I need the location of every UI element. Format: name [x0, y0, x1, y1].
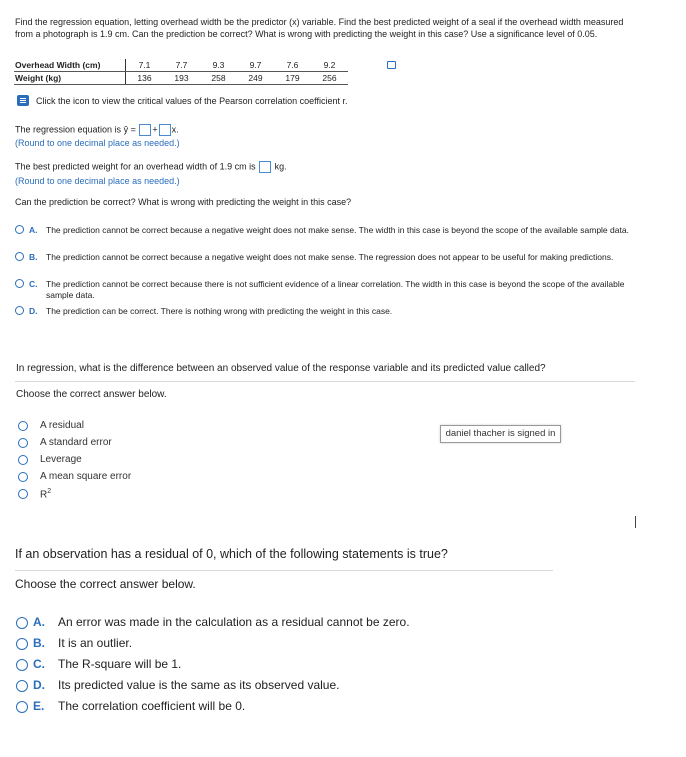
- option-letter: A.: [33, 615, 45, 629]
- option-letter: D.: [33, 678, 45, 692]
- table-cell: 7.1: [126, 59, 164, 72]
- radio-button[interactable]: [15, 279, 24, 288]
- option-letter: A.: [29, 225, 38, 235]
- radio-button[interactable]: [16, 701, 28, 713]
- radio-button[interactable]: [16, 617, 28, 629]
- intercept-input[interactable]: [139, 124, 151, 136]
- icon-note: Click the icon to view the critical values of the Pearson correlation coefficient r.: [36, 96, 348, 106]
- table-cell: 256: [311, 72, 348, 85]
- radio-button[interactable]: [18, 489, 28, 499]
- option-text: The prediction cannot be correct because a negative weight does not make sense. The width in this case is beyond the scope of the available sample data.: [46, 225, 629, 235]
- table-row: [14, 59, 348, 72]
- radio-button[interactable]: [18, 455, 28, 465]
- slope-input[interactable]: [159, 124, 171, 136]
- option-text: It is an outlier.: [58, 636, 133, 650]
- y-hat: ŷ: [123, 124, 129, 135]
- divider: [15, 381, 635, 382]
- eq-equals: =: [128, 124, 139, 135]
- radio-button[interactable]: [16, 680, 28, 692]
- radio-button[interactable]: [18, 421, 28, 431]
- critical-values-icon[interactable]: [17, 95, 29, 106]
- option-text: A residual: [40, 420, 84, 431]
- predicted-weight-input[interactable]: [259, 161, 271, 173]
- pred-prefix: The best predicted weight for an overhead width of 1.9 cm is: [15, 161, 256, 172]
- round-note-1: (Round to one decimal place as needed.): [15, 138, 180, 148]
- prediction-question: Can the prediction be correct? What is wrong with predicting the weight in this case?: [15, 197, 352, 207]
- option-text: The prediction can be correct. There is nothing wrong with predicting the weight in this case.: [46, 306, 393, 316]
- data-table: [14, 59, 348, 85]
- option-text: [40, 488, 51, 500]
- text-cursor: [635, 516, 636, 528]
- table-cell: 9.3: [200, 59, 237, 72]
- radio-button[interactable]: [16, 638, 28, 650]
- table-cell: 9.2: [311, 59, 348, 72]
- option-text: A mean square error: [40, 471, 132, 482]
- option-text: Leverage: [40, 454, 82, 465]
- table-cell: 9.7: [237, 59, 274, 72]
- option-text: The prediction cannot be correct because there is not sufficient evidence of a linear correlation. The width in this case is beyond the scope of the available sample data.: [46, 279, 625, 300]
- radio-button[interactable]: [18, 438, 28, 448]
- regression-equation-line: [15, 124, 179, 136]
- r2-base: R: [40, 489, 48, 501]
- pred-unit: kg.: [274, 161, 287, 172]
- eq-plus: +: [152, 124, 158, 135]
- option-letter: C.: [33, 657, 45, 671]
- eq-x: x.: [171, 124, 179, 135]
- round-note-2: (Round to one decimal place as needed.): [15, 176, 180, 186]
- option-letter: C.: [29, 279, 38, 289]
- problem-statement: Find the regression equation, letting overhead width be the predictor (x) variable. Find the best predicted weight of a seal if the overhead width measured from a photograph is 1.9 cm. Can the prediction be correct? What is wrong with predicting the weight in this case? Use a significance level of 0.05.: [15, 17, 624, 39]
- table-cell: 136: [126, 72, 164, 85]
- q3-question: If an observation has a residual of 0, which of the following statements is true?: [15, 547, 448, 561]
- table-cell: 7.6: [274, 59, 311, 72]
- predicted-weight-line: [15, 161, 287, 173]
- q3-choose: Choose the correct answer below.: [15, 577, 196, 591]
- table-cell: 249: [237, 72, 274, 85]
- option-text: An error was made in the calculation as a residual cannot be zero.: [58, 615, 410, 629]
- table-cell: 258: [200, 72, 237, 85]
- option-letter: D.: [29, 306, 38, 316]
- row-label: Overhead Width (cm): [14, 59, 126, 72]
- radio-button[interactable]: [15, 306, 24, 315]
- option-text: A standard error: [40, 437, 112, 448]
- radio-button[interactable]: [15, 225, 24, 234]
- table-cell: 193: [163, 72, 200, 85]
- r2-sup: 2: [47, 488, 52, 495]
- option-text: The correlation coefficient will be 0.: [58, 699, 246, 713]
- row-label: Weight (kg): [14, 72, 126, 85]
- radio-button[interactable]: [18, 472, 28, 482]
- option-text: The R-square will be 1.: [58, 657, 182, 671]
- option-letter: E.: [33, 699, 45, 713]
- table-cell: 179: [274, 72, 311, 85]
- option-text: The prediction cannot be correct because a negative weight does not make sense. The regression does not appear to be useful for making predictions.: [46, 252, 614, 262]
- divider: [15, 570, 553, 571]
- option-text: Its predicted value is the same as its observed value.: [58, 678, 340, 692]
- radio-button[interactable]: [16, 659, 28, 671]
- option-letter: B.: [33, 636, 45, 650]
- signed-in-badge: daniel thacher is signed in: [440, 425, 561, 443]
- table-cell: 7.7: [163, 59, 200, 72]
- radio-button[interactable]: [15, 252, 24, 261]
- q2-question: In regression, what is the difference between an observed value of the response variable and its predicted value called?: [16, 363, 546, 374]
- option-letter: B.: [29, 252, 38, 262]
- q2-choose: Choose the correct answer below.: [16, 389, 167, 400]
- copy-data-icon[interactable]: [387, 61, 396, 69]
- table-row: [14, 72, 348, 85]
- eq-prefix: The regression equation is: [15, 124, 124, 135]
